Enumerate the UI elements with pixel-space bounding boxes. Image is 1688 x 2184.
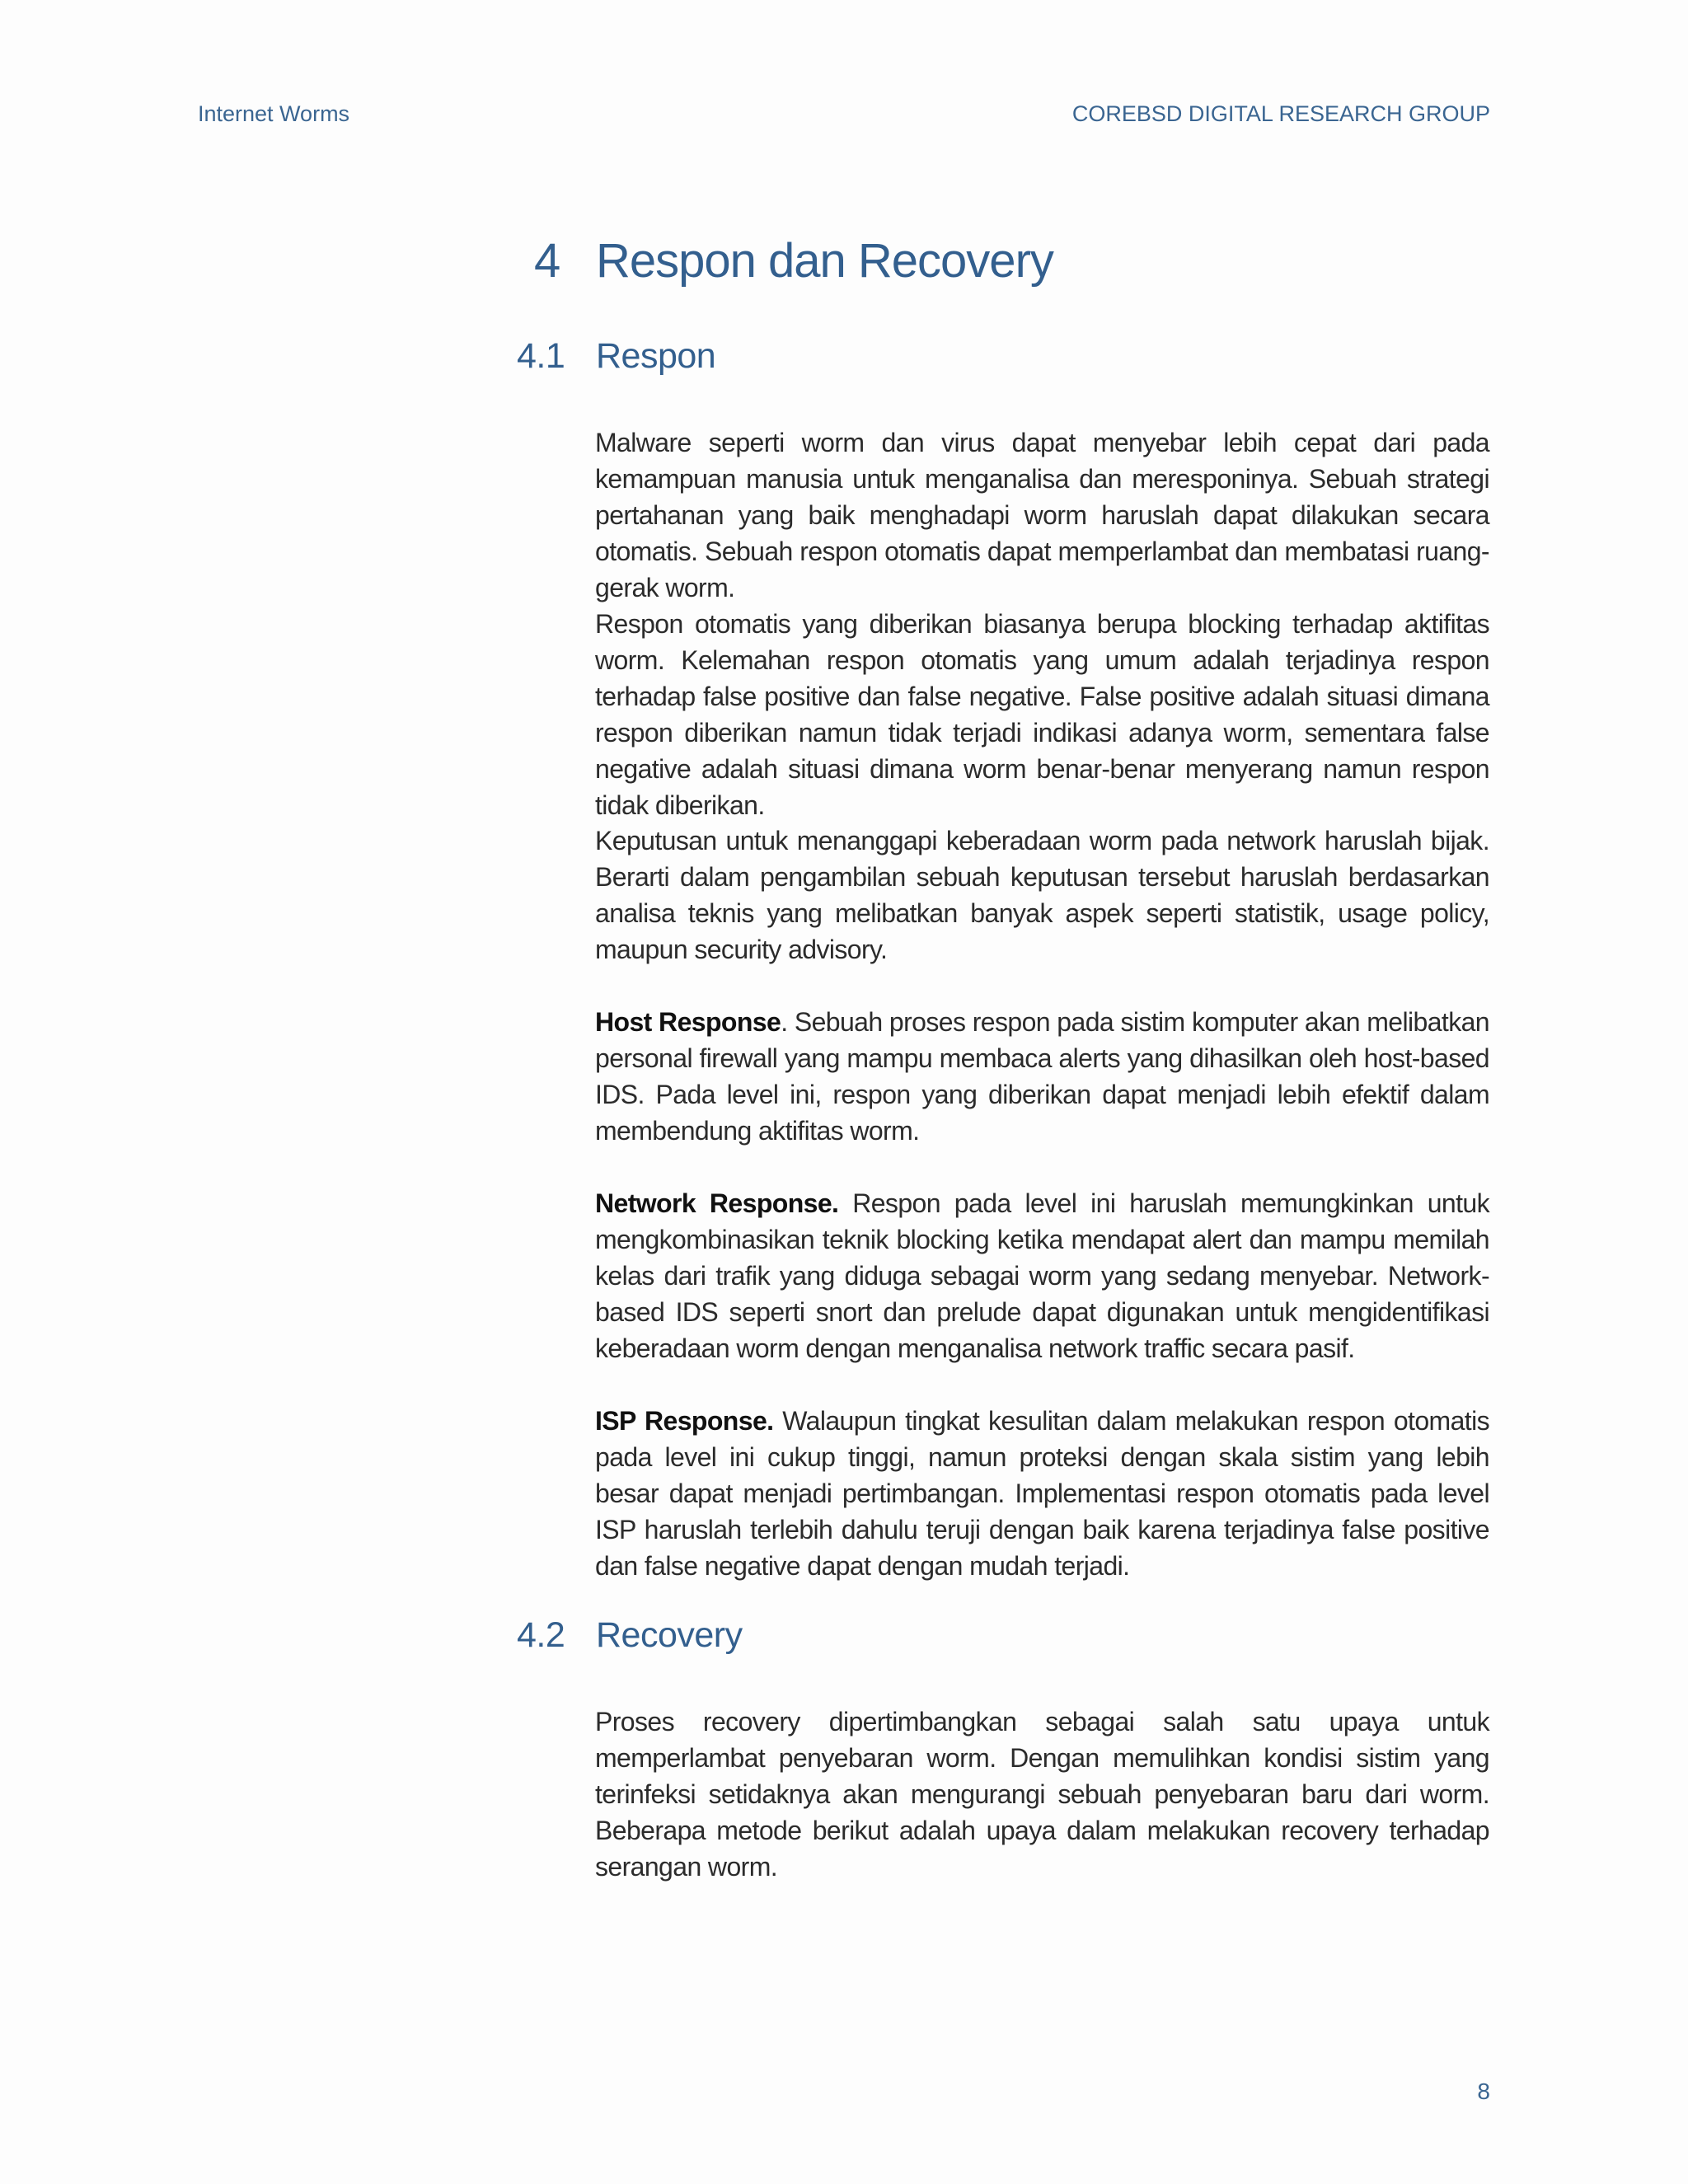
running-header [198, 97, 1490, 130]
chapter-title: Respon dan Recovery [596, 234, 1053, 288]
isp-response-label: ISP Response. [595, 1406, 774, 1436]
page-number: 8 [1477, 2079, 1490, 2104]
paragraph-recovery: Proses recovery dipertimbangkan sebagai salah satu upaya untuk memperlambat penyebaran worm. Dengan memulihkan kondisi sistim yang terinfeksi setidaknya akan mengurangi sebuah penyebaran baru dari worm. Beberapa metode berikut adalah upaya dalam melakukan recovery terhadap serangan worm. [595, 1707, 1489, 1882]
chapter-number: 4 [534, 234, 560, 288]
network-response-text: Respon pada level ini haruslah memungkinkan untuk mengkombinasikan teknik blocking ketika mendapat alert dan mampu memilah kelas dari trafik yang diduga sebagai worm yang sedang menyebar. Network-based IDS seperti snort dan prelude dapat digunakan untuk mengidentifikasi keberadaan worm dengan menganalisa network traffic secara pasif. [595, 1188, 1489, 1363]
section-heading-recovery [517, 1615, 743, 1656]
paragraph-host-response [595, 1004, 1489, 1149]
paragraph-malware: Malware seperti worm dan virus dapat menyebar lebih cepat dari pada kemampuan manusia untuk menganalisa dan meresponinya. Sebuah strategi pertahanan yang baik menghadapi worm haruslah dapat dilakukan secara otomatis. Sebuah respon otomatis dapat memperlambat dan membatasi ruang-gerak worm. [595, 428, 1489, 602]
paragraph-keputusan: Keputusan untuk menanggapi keberadaan worm pada network haruslah bijak. Berarti dalam pengambilan sebuah keputusan tersebut haruslah berdasarkan analisa teknis yang melibatkan banyak aspek seperti statistik, usage policy, maupun security advisory. [595, 826, 1489, 964]
section-title: Respon [596, 336, 716, 376]
chapter-heading [534, 233, 1053, 288]
network-response-label: Network Response. [595, 1188, 839, 1218]
header-document-title: Internet Worms [198, 101, 350, 126]
isp-response-text: Walaupun tingkat kesulitan dalam melakukan respon otomatis pada level ini cukup tinggi, namun proteksi dengan skala sistim yang lebih besar dapat menjadi pertimbangan. Implementasi respon otomatis pada level ISP haruslah terlebih dahulu teruji dengan baik karena terjadinya false positive dan false negative dapat dengan mudah terjadi. [595, 1406, 1489, 1581]
section-heading-respon [517, 336, 715, 377]
section-number: 4.1 [517, 336, 565, 376]
header-organization: COREBSD DIGITAL RESEARCH GROUP [1071, 101, 1490, 126]
section-number: 4.2 [517, 1615, 565, 1655]
host-response-text: . Sebuah proses respon pada sistim komputer akan melibatkan personal firewall yang mampu membaca alerts yang dihasilkan oleh host-based IDS. Pada level ini, respon yang diberikan dapat menjadi lebih efektif dalam membendung aktifitas worm. [595, 1007, 1489, 1146]
paragraph-respon-otomatis: Respon otomatis yang diberikan biasanya berupa blocking terhadap aktifitas worm. Kelemahan respon otomatis yang umum adalah terjadinya respon terhadap false positive dan false negative. False positive adalah situasi dimana respon diberikan namun tidak terjadi indikasi adanya worm, sementara false negative adalah situasi dimana worm benar-benar menyerang namun respon tidak diberikan. [595, 609, 1489, 820]
host-response-label: Host Response [595, 1007, 781, 1037]
paragraph-isp-response [595, 1403, 1489, 1584]
section-title: Recovery [596, 1615, 743, 1655]
paragraph-network-response [595, 1185, 1489, 1366]
